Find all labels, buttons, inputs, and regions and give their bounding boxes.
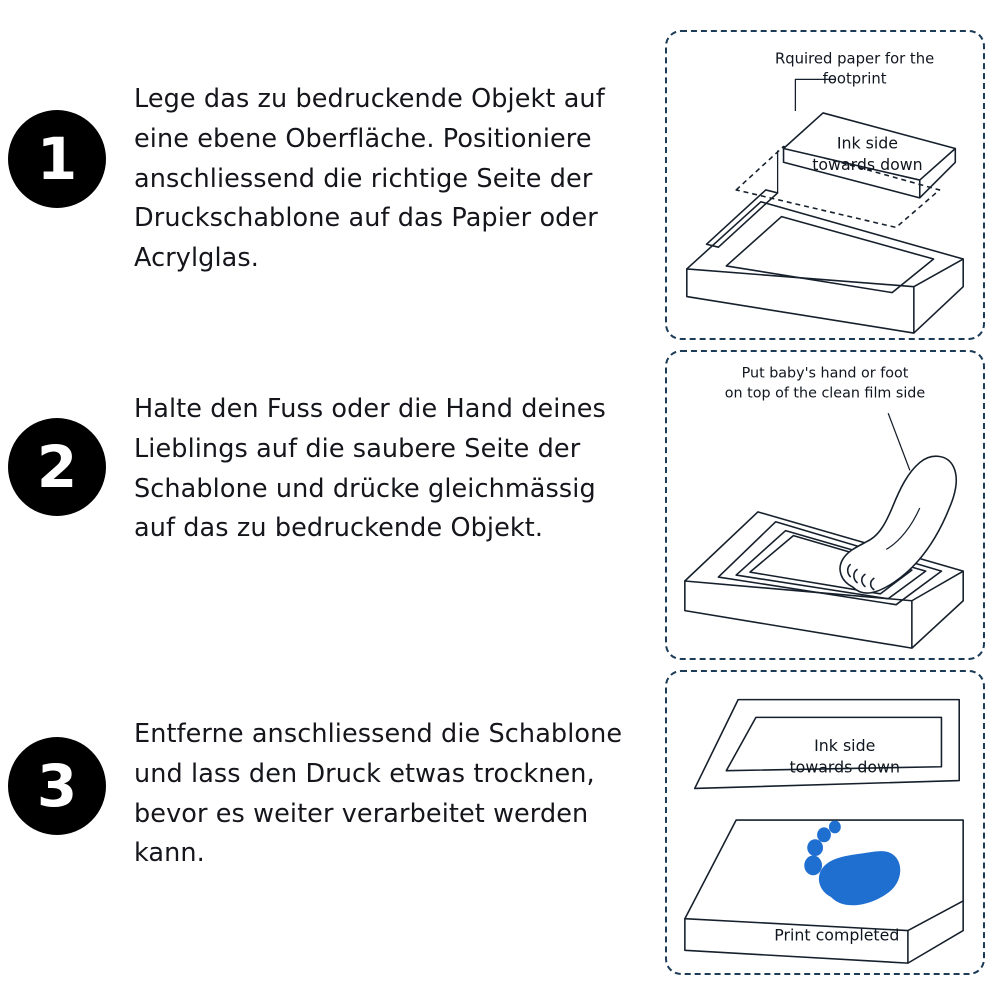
panel2-caption-line2: on top of the clean film side <box>724 385 926 402</box>
panel1-caption-line1: Rquired paper for the <box>775 50 935 68</box>
panel1-ink-label-line2: towards down <box>812 155 923 175</box>
illustration-panel-1 <box>665 30 985 340</box>
step-number-badge-2: 2 <box>8 418 106 516</box>
step-item-1 <box>0 80 650 279</box>
step-item-2 <box>0 390 650 549</box>
step-number-badge-3: 3 <box>8 737 106 835</box>
panel1-caption-line2: footprint <box>822 70 887 88</box>
illustration-panel-3 <box>665 670 985 975</box>
illustration-column <box>655 0 1000 1000</box>
panel3-ink-label-line1: Ink side <box>814 735 876 755</box>
illustration-panel-2 <box>665 350 985 660</box>
step-item-3 <box>0 715 650 874</box>
panel3-result-label: Print completed <box>774 925 900 945</box>
step-text-1: Lege das zu bedruckende Objekt auf eine ebene Oberfläche. Positioniere anschliessend die richtige Seite der Druckschablone auf das Papier oder Acrylglas. <box>134 84 605 274</box>
step-number-badge-1: 1 <box>8 110 106 208</box>
step-text-2: Halte den Fuss oder die Hand deines Lieblings auf die saubere Seite der Schablone und drücke gleichmässig auf das zu bedruckende Objekt. <box>134 394 606 544</box>
panel1-ink-label-line1: Ink side <box>836 133 899 153</box>
step-text-3: Entferne anschliessend die Schablone und lass den Druck etwas trocknen, bevor es weiter verarbeitet werden kann. <box>134 719 623 869</box>
panel3-ink-label-line2: towards down <box>789 757 900 777</box>
panel2-caption-line1: Put baby's hand or foot <box>741 365 909 382</box>
